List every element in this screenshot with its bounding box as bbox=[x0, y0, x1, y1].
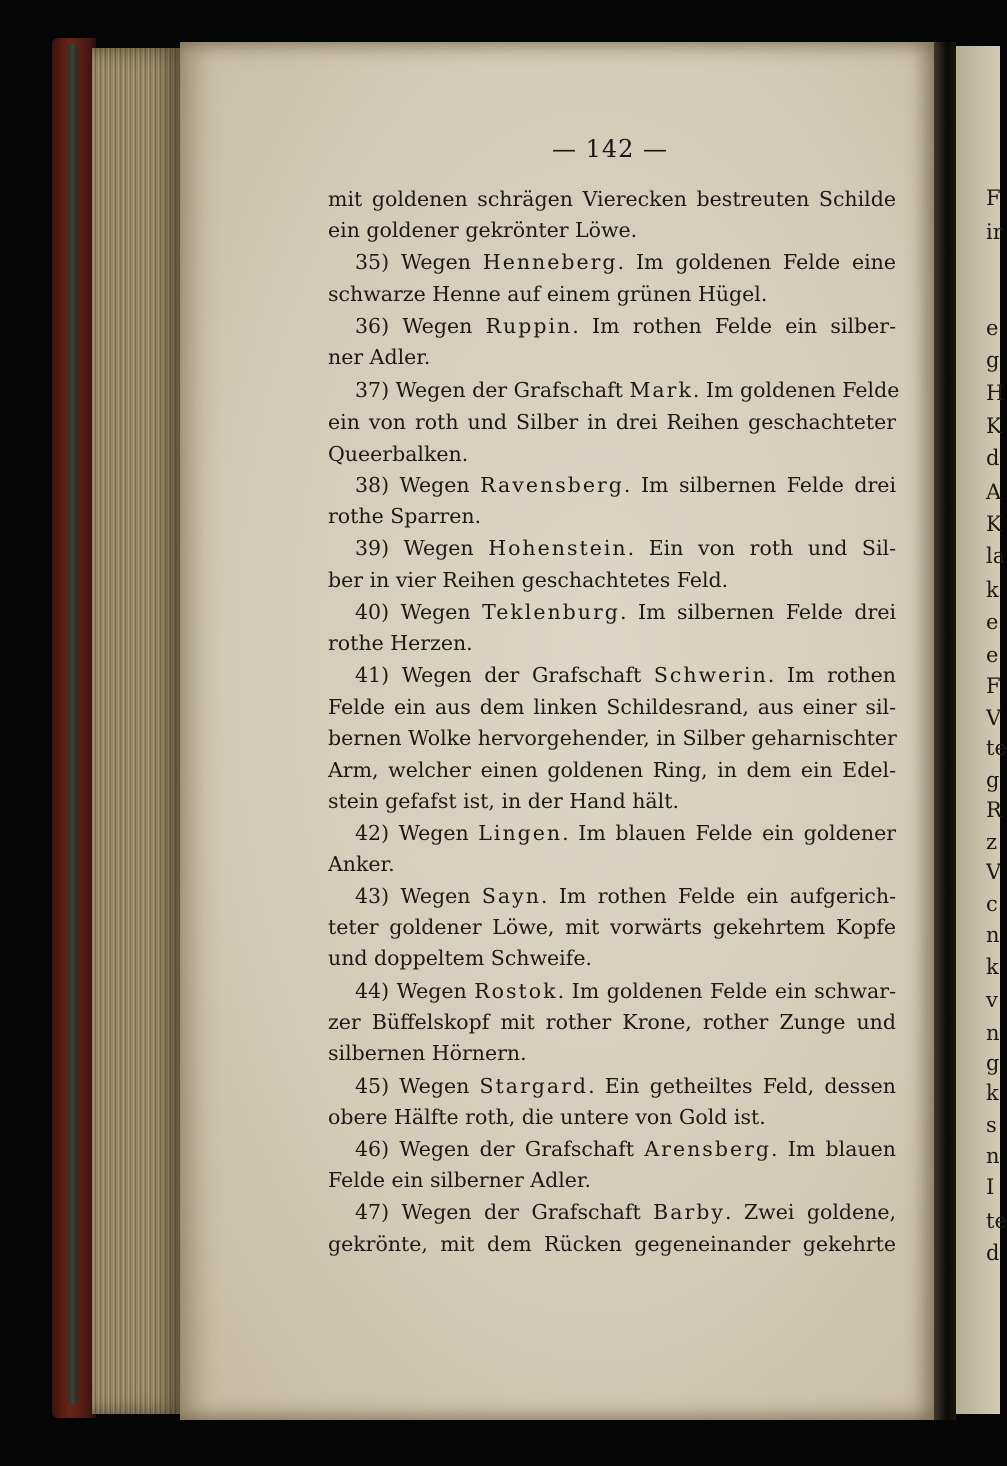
place-name: Schwerin bbox=[653, 663, 768, 687]
next-page-letter: k bbox=[986, 955, 999, 979]
text-line bbox=[328, 911, 896, 943]
text-segment: Felde ein silberner Adler. bbox=[328, 1168, 591, 1192]
text-segment: 43) Wegen bbox=[355, 884, 482, 908]
text-line bbox=[328, 1228, 896, 1260]
place-name: Sayn bbox=[481, 884, 541, 908]
next-page-letter: F bbox=[986, 186, 1001, 210]
text-line bbox=[328, 374, 900, 406]
text-segment: schwarze Henne auf einem grünen Hügel. bbox=[328, 282, 768, 306]
next-page-letter: g bbox=[986, 768, 1000, 792]
next-page-letter: c bbox=[986, 892, 998, 916]
text-segment: ein goldener gekrönter Löwe. bbox=[328, 218, 638, 242]
next-page-letter: d bbox=[986, 446, 1000, 470]
page-edges bbox=[92, 48, 184, 1414]
text-segment: 39) Wegen bbox=[355, 536, 489, 560]
text-line bbox=[328, 1164, 896, 1196]
text-segment: . Im rothen Felde ein aufgerich- bbox=[540, 884, 896, 908]
place-name: Teklenburg bbox=[482, 600, 620, 624]
place-name: Hohenstein bbox=[488, 536, 628, 560]
place-name: Lingen bbox=[478, 821, 563, 845]
text-line bbox=[328, 1070, 896, 1102]
place-name: Ruppin bbox=[485, 314, 573, 338]
next-page-letter: te bbox=[986, 1209, 1007, 1233]
next-page-letter: F bbox=[986, 674, 1001, 698]
text-segment: . Im silbernen Felde drei bbox=[623, 473, 896, 497]
text-segment: gekrönte, mit dem Rücken gegeneinander gekehrte bbox=[328, 1232, 896, 1256]
text-segment: . Im goldenen Felde ein schwar- bbox=[557, 979, 896, 1003]
book-cover-edge bbox=[68, 44, 78, 1404]
text-line bbox=[328, 596, 896, 628]
text-line bbox=[328, 1133, 896, 1165]
text-line bbox=[328, 246, 896, 278]
text-segment: . Im blauen bbox=[771, 1137, 896, 1161]
place-name: Mark bbox=[629, 378, 693, 402]
next-page-letter: I bbox=[986, 1175, 995, 1199]
text-segment: 38) Wegen bbox=[355, 473, 481, 497]
next-page-letter: n bbox=[986, 923, 1000, 947]
next-page-letter: e bbox=[986, 643, 999, 667]
next-page-letter: d bbox=[986, 1241, 1000, 1265]
next-page-letter: V bbox=[986, 860, 1002, 884]
text-segment: bernen Wolke hervorgehender, in Silber geharnischter bbox=[328, 726, 897, 750]
place-name: Barby bbox=[653, 1200, 725, 1224]
next-page-letter: k bbox=[986, 1081, 999, 1105]
text-line bbox=[328, 564, 896, 596]
text-line bbox=[328, 500, 896, 532]
text-line bbox=[328, 532, 896, 564]
place-name: Arensberg bbox=[644, 1137, 771, 1161]
text-line bbox=[328, 975, 896, 1007]
page-number: — 142 — bbox=[551, 135, 669, 163]
text-segment: 36) Wegen bbox=[355, 314, 486, 338]
text-line bbox=[328, 1006, 896, 1038]
next-page-letter: n bbox=[986, 1144, 1000, 1168]
text-line bbox=[328, 438, 896, 470]
text-segment: silbernen Hörnern. bbox=[328, 1041, 527, 1065]
text-segment: 40) Wegen bbox=[355, 600, 483, 624]
next-page-letter: H bbox=[986, 381, 1005, 405]
text-line bbox=[328, 848, 896, 880]
next-page-letter: la bbox=[986, 544, 1006, 568]
text-segment: . Im silbernen Felde drei bbox=[619, 600, 897, 624]
text-line bbox=[328, 785, 896, 817]
text-line bbox=[328, 1196, 896, 1228]
text-segment: ein von roth und Silber in drei Reihen geschachteter bbox=[328, 410, 896, 434]
next-page-letter: K bbox=[986, 414, 1002, 438]
text-segment: 45) Wegen bbox=[355, 1074, 480, 1098]
text-segment: . Im rothen Felde ein silber- bbox=[572, 314, 896, 338]
text-segment: 44) Wegen bbox=[355, 979, 475, 1003]
next-page-letter: g bbox=[986, 1051, 1000, 1075]
text-segment: 37) Wegen der Grafschaft bbox=[355, 378, 630, 402]
next-page-letter: g bbox=[986, 348, 1000, 372]
text-segment: obere Hälfte roth, die untere von Gold ist. bbox=[328, 1105, 766, 1129]
text-segment: 42) Wegen bbox=[355, 821, 479, 845]
text-line bbox=[328, 310, 896, 342]
text-line bbox=[328, 1037, 896, 1069]
text-segment: rothe Herzen. bbox=[328, 631, 473, 655]
text-segment: mit goldenen schrägen Vierecken bestreuten Schilde bbox=[328, 187, 896, 211]
text-segment: . Im goldenen Felde eine bbox=[617, 250, 896, 274]
next-page-letter: te bbox=[986, 736, 1007, 760]
text-segment: . Im goldenen Felde bbox=[692, 378, 900, 402]
next-page-letter: e bbox=[986, 316, 999, 340]
text-segment: Anker. bbox=[328, 852, 395, 876]
next-page-letter: V bbox=[986, 706, 1002, 730]
text-segment: 47) Wegen der Grafschaft bbox=[355, 1200, 654, 1224]
text-line bbox=[328, 659, 896, 691]
text-segment: 46) Wegen der Grafschaft bbox=[355, 1137, 645, 1161]
text-segment: stein gefafst ist, in der Hand hält. bbox=[328, 789, 679, 813]
place-name: Rostok bbox=[474, 979, 558, 1003]
text-line bbox=[328, 754, 896, 786]
text-line bbox=[328, 406, 896, 438]
text-segment: . Zwei goldene, bbox=[724, 1200, 896, 1224]
text-segment: . Im rothen bbox=[767, 663, 896, 687]
next-page-letter: A bbox=[986, 480, 1002, 504]
text-line bbox=[328, 691, 896, 723]
text-line bbox=[328, 469, 896, 501]
text-line bbox=[328, 214, 896, 246]
right-page-fragment bbox=[956, 46, 1007, 1414]
text-segment: 41) Wegen der Grafschaft bbox=[355, 663, 654, 687]
text-segment: . Im blauen Felde ein goldener bbox=[562, 821, 897, 845]
text-line bbox=[328, 880, 896, 912]
next-page-letter: s bbox=[986, 1113, 997, 1137]
text-line bbox=[328, 817, 896, 849]
text-line bbox=[328, 722, 896, 754]
text-segment: und doppeltem Schweife. bbox=[328, 946, 592, 970]
next-page-letter: e bbox=[986, 610, 999, 634]
text-segment: Arm, welcher einen goldenen Ring, in dem ein Edel- bbox=[328, 758, 896, 782]
place-name: Henneberg bbox=[482, 250, 618, 274]
text-segment: Queerbalken. bbox=[328, 442, 469, 466]
text-line bbox=[328, 341, 896, 373]
text-line bbox=[328, 1101, 896, 1133]
place-name: Ravensberg bbox=[480, 473, 624, 497]
text-segment: Felde ein aus dem linken Schildesrand, aus einer sil- bbox=[328, 695, 896, 719]
text-line bbox=[328, 183, 896, 215]
place-name: Stargard bbox=[479, 1074, 589, 1098]
next-page-letter: ir bbox=[986, 220, 1003, 244]
text-segment: . Ein getheiltes Feld, dessen bbox=[588, 1074, 896, 1098]
next-page-letter: k bbox=[986, 578, 999, 602]
text-segment: teter goldener Löwe, mit vorwärts gekehrtem Kopfe bbox=[328, 915, 896, 939]
text-segment: . Ein von roth und Sil- bbox=[627, 536, 896, 560]
text-segment: ber in vier Reihen geschachtetes Feld. bbox=[328, 568, 729, 592]
next-page-letter: v bbox=[986, 988, 998, 1012]
next-page-letter: n bbox=[986, 1021, 1000, 1045]
text-segment: ner Adler. bbox=[328, 345, 431, 369]
text-line bbox=[328, 942, 896, 974]
next-page-letter: K bbox=[986, 512, 1002, 536]
text-segment: zer Büffelskopf mit rother Krone, rother Zunge und bbox=[328, 1010, 896, 1034]
text-segment: 35) Wegen bbox=[355, 250, 483, 274]
next-page-letter: R bbox=[986, 798, 1002, 822]
text-line bbox=[328, 278, 896, 310]
next-page-letter: z bbox=[986, 830, 998, 854]
book-gutter bbox=[934, 42, 956, 1420]
text-line bbox=[328, 627, 896, 659]
text-segment: rothe Sparren. bbox=[328, 504, 482, 528]
